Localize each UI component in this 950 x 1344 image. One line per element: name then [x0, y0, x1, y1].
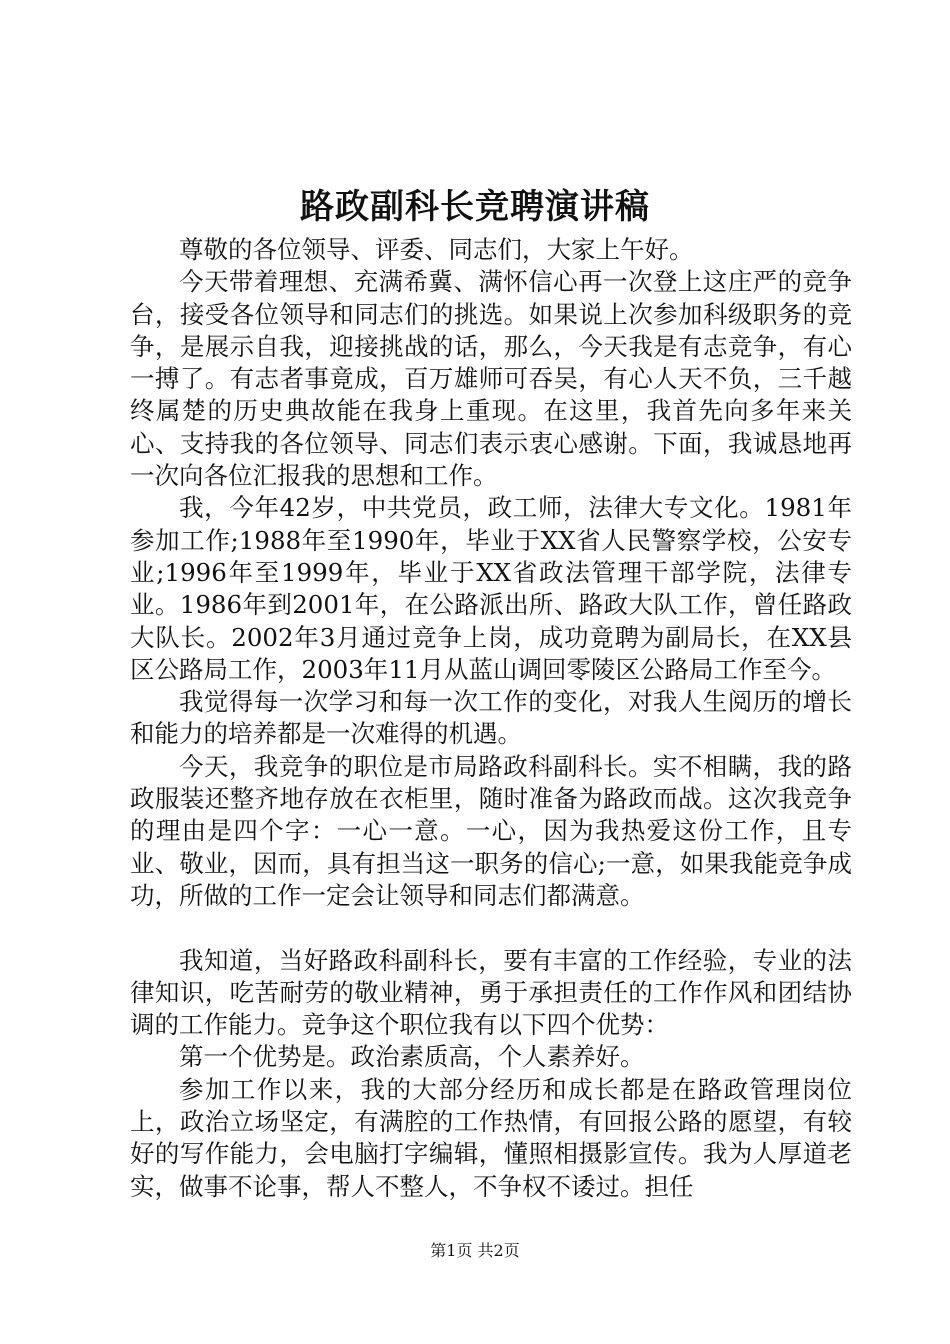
paragraph-greeting: 尊敬的各位领导、评委、同志们，大家上午好。 — [179, 235, 694, 264]
paragraph-background: 我，今年42岁，中共党员，政工师，法律大专文化。1981年参加工作;1988年至1990年，毕业于XX省人民警察学校，公安专业;1996年至1999年，毕业于XX省政法管理干部学院，法律专业。1986年到2001年，在公路派出所、路政大队工作，曾任路政大队长。2002年3月通过竞争上岗，成功竟聘为副局长，在XX县区公路局工作，2003年11月从蓝山调回零陵区公路局工作至今。 — [130, 493, 852, 684]
paragraph-requirements: 我知道，当好路政科副科长，要有丰富的工作经验，专业的法律知识，吃苦耐劳的敬业精神，勇于承担责任的工作作风和团结协调的工作能力。竞争这个职位我有以下四个优势： — [130, 945, 852, 1040]
paragraph-advantage-detail: 参加工作以来，我的大部分经历和成长都是在路政管理岗位上，政治立场坚定，有满腔的工作热情，有回报公路的愿望，有较好的写作能力，会电脑打字编辑，懂照相摄影宣传。我为人厚道老实，做事不论事，帮人不整人，不争权不诿过。担任 — [130, 1074, 852, 1201]
paragraph-spacer — [130, 912, 852, 944]
paragraph-position: 今天，我竞争的职位是市局路政科副科长。实不相瞒，我的路政服装还整齐地存放在衣柜里，随时准备为路政而战。这次我竞争的理由是四个字：一心一意。一心，因为我热爱这份工作，且专业、敬业，因而，具有担当这一职务的信心;一意，如果我能竞争成功，所做的工作一定会让领导和同志们都满意。 — [130, 751, 852, 910]
paragraph-opening: 今天带着理想、充满希冀、满怀信心再一次登上这庄严的竞争台，接受各位领导和同志们的挑选。如果说上次参加科级职务的竞争，是展示自我，迎接挑战的话，那么，今天我是有志竞争，有心一搏了。有志者事竟成，百万雄师可吞吴，有心人天不负，三千越终属楚的历史典故能在我身上重现。在这里，我首先向多年来关心、支持我的各位领导、同志们表示衷心感谢。下面，我诚恳地再一次向各位汇报我的思想和工作。 — [130, 267, 852, 491]
paragraph-advantage-heading: 第一个优势是。政治素质高，个人素养好。 — [179, 1042, 645, 1072]
document-title: 路政副科长竞聘演讲稿 — [300, 187, 650, 227]
page-footer: 第1页 共2页 — [430, 1241, 520, 1260]
document-body — [130, 234, 852, 1203]
paragraph-reflection: 我觉得每一次学习和每一次工作的变化，对我人生阅历的增长和能力的培养都是一次难得的机遇。 — [130, 687, 852, 749]
